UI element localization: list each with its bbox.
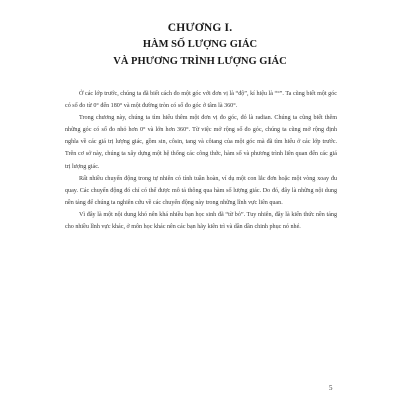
- paragraph-chapter-overview: Trong chương này, chúng ta tìm hiểu thêm một đơn vị đo góc, đó là radian. Chúng ta cũng biết thêm những góc có số đo nhỏ hơn 0° và lớn hơn 360°. Từ việc mở rộng số đo góc, chúng ta cũng mở rộng định nghĩa về các giá trị lượng giác, gồm sin, côsin, tang và côtang của một góc mà đã tìm hiểu ở các lớp trước. Trên cơ sở này, chúng ta xây dựng một hệ thống các công thức, hàm số và phương trình liên quan đến các giá trị lượng giác.: [65, 115, 337, 170]
- body-text: [65, 88, 337, 233]
- chapter-subtitle-line1: HÀM SỐ LƯỢNG GIÁC: [142, 39, 258, 50]
- chapter-title: CHƯƠNG I.: [167, 22, 233, 34]
- chapter-subtitle-line2: VÀ PHƯƠNG TRÌNH LƯỢNG GIÁC: [113, 56, 287, 67]
- paragraph-encouragement: Vì đây là một nội dung khó nên khá nhiều bạn học sinh đã “từ bỏ”. Tuy nhiên, đây là kiến thức nền tảng cho nhiều lĩnh vực khác, ở môn học khác nên các bạn hãy kiên trì và dần dần chinh phục nó nhé.: [65, 211, 337, 231]
- paragraph-periodic-motion: Rất nhiều chuyển động trong tự nhiên có tính tuần hoàn, ví dụ một con lắc đơn hoặc một vòng xoay đu quay. Các chuyển động đó chỉ có thể được mô tả thông qua hàm số lượng giác. Do đó, đây là những nội dung nền tảng để chúng ta nghiên cứu về các chuyển động này trong những lĩnh vực liên quan.: [65, 175, 337, 206]
- paragraph-intro: Ở các lớp trước, chúng ta đã biết cách đo một góc với đơn vị là “độ”, kí hiệu là “°”. Ta cũng biết một góc có số đo từ 0° đến 180° và một đường tròn có số đo góc ở tâm là 360°.: [65, 91, 337, 110]
- page-number: 5: [329, 384, 333, 392]
